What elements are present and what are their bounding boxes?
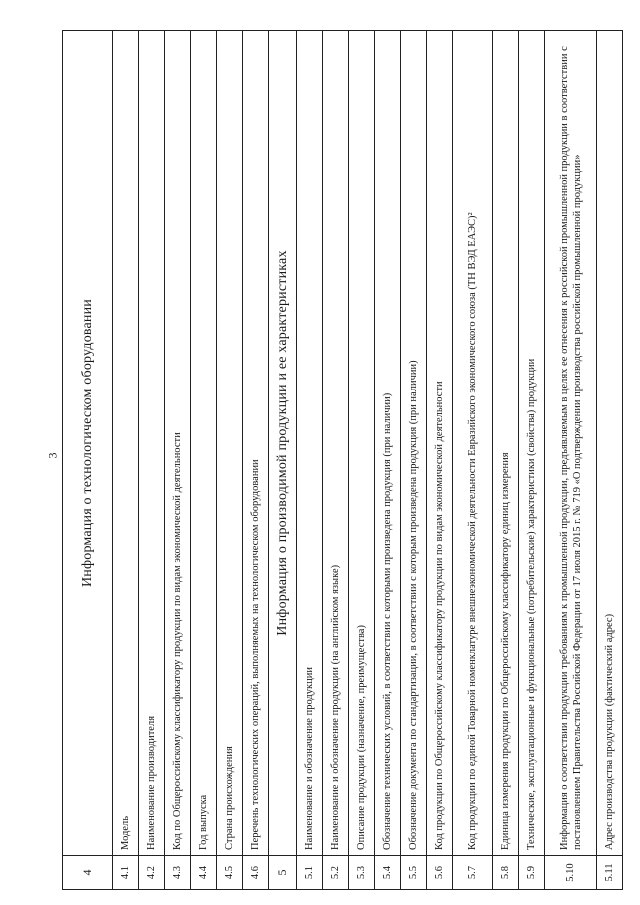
table-row	[545, 31, 597, 890]
row-label: Информация о соответствии продукции требованиям к промышленной продукции, предъявляемым в целях ее отнесения к российской промышленной продукции в соответствии с постановлением Правительства Российской Федерации от 17 июля 2015 г. № 719 «О подтверждении производства российской промышленной продукции»	[545, 31, 597, 856]
table-row	[519, 31, 545, 890]
table-row	[427, 31, 453, 890]
table-row	[597, 31, 623, 890]
row-label: Единица измерения продукции по Общероссийскому классификатору единиц измерения	[493, 31, 519, 856]
table-row	[165, 31, 191, 890]
row-number: 5.8	[493, 856, 519, 890]
table-row	[243, 31, 269, 890]
info-table	[62, 30, 623, 890]
table-row	[191, 31, 217, 890]
row-label: Описание продукции (назначение, преимущества)	[349, 31, 375, 856]
row-number: 4.3	[165, 856, 191, 890]
row-label: Код продукции по Общероссийскому классификатору продукции по видам экономической деятельности	[427, 31, 453, 856]
section-title: Информация о производимой продукции и ее характеристиках	[269, 31, 297, 856]
row-label: Технические, эксплуатационные и функциональные (потребительские) характеристики (свойства) продукции	[519, 31, 545, 856]
section-row-5	[269, 31, 297, 890]
section-row-4	[63, 31, 113, 890]
table-row	[453, 31, 493, 890]
row-label: Наименование и обозначение продукции	[297, 31, 323, 856]
row-label: Обозначение документа по стандартизации, в соответствии с которым произведена продукция (при наличии)	[401, 31, 427, 856]
row-label: Год выпуска	[191, 31, 217, 856]
table-row	[323, 31, 349, 890]
row-number: 4.1	[113, 856, 139, 890]
table-row	[401, 31, 427, 890]
row-number: 5.4	[375, 856, 401, 890]
row-number: 5.11	[597, 856, 623, 890]
row-label: Код продукции по единой Товарной номенклатуре внешнеэкономической деятельности Евразийского экономического союза (ТН ВЭД ЕАЭС)²	[453, 31, 493, 856]
row-number: 4.2	[139, 856, 165, 890]
row-label: Модель	[113, 31, 139, 856]
row-number: 4.6	[243, 856, 269, 890]
row-label: Наименование и обозначение продукции (на английском языке)	[323, 31, 349, 856]
row-number: 5.2	[323, 856, 349, 890]
page-number: 3	[45, 452, 60, 459]
row-label: Код по Общероссийскому классификатору продукции по видам экономической деятельности	[165, 31, 191, 856]
rotated-table-container	[62, 30, 615, 890]
table-row	[139, 31, 165, 890]
row-label: Обозначение технических условий, в соответствии с которыми произведена продукция (при наличии)	[375, 31, 401, 856]
table-row	[113, 31, 139, 890]
row-label: Перечень технологических операций, выполняемых на технологическом оборудовании	[243, 31, 269, 856]
table-row	[375, 31, 401, 890]
row-number: 5.6	[427, 856, 453, 890]
row-number: 5.3	[349, 856, 375, 890]
section-title: Информация о технологическом оборудовании	[63, 31, 113, 856]
table-row	[217, 31, 243, 890]
row-number: 4.5	[217, 856, 243, 890]
row-number: 5.9	[519, 856, 545, 890]
section-number: 4	[63, 856, 113, 890]
table-row	[493, 31, 519, 890]
row-label: Страна происхождения	[217, 31, 243, 856]
row-number: 5.1	[297, 856, 323, 890]
section-number: 5	[269, 856, 297, 890]
row-label: Наименование производителя	[139, 31, 165, 856]
table-row	[349, 31, 375, 890]
row-number: 4.4	[191, 856, 217, 890]
row-label: Адрес производства продукции (фактический адрес)	[597, 31, 623, 856]
row-number: 5.10	[545, 856, 597, 890]
row-number: 5.5	[401, 856, 427, 890]
row-number: 5.7	[453, 856, 493, 890]
table-row	[297, 31, 323, 890]
